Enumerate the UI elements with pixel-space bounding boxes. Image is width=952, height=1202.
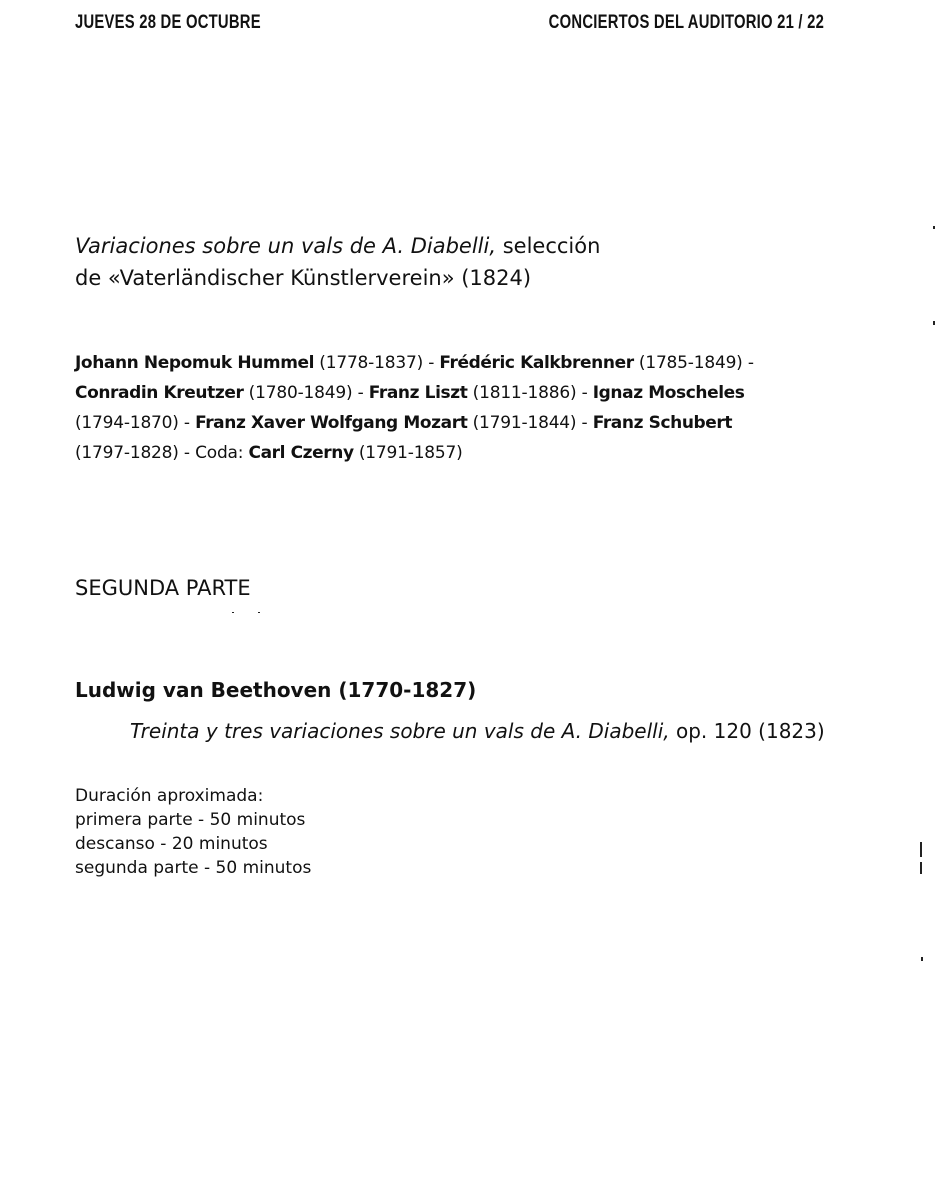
- work-title-rest: selección: [496, 234, 601, 258]
- composer-list: [75, 348, 835, 468]
- composer-name: Johann Nepomuk Hummel: [75, 353, 315, 373]
- scan-mark: [933, 321, 935, 325]
- composer-name: Franz Liszt: [368, 383, 468, 403]
- composer-dates: (1797-1828) -: [75, 443, 196, 463]
- header-date: JUEVES 28 DE OCTUBRE: [75, 12, 261, 33]
- scan-mark: [258, 612, 260, 613]
- composer-name: Franz Xaver Wolfgang Mozart: [195, 413, 468, 433]
- composer-dates: (1780-1849) -: [243, 383, 369, 403]
- work-title-line2: de «Vaterländischer Künstlerverein» (1824): [75, 266, 532, 290]
- scan-mark: [920, 842, 922, 857]
- coda-composer-dates: (1791-1857): [353, 443, 463, 463]
- work-title-italic: Variaciones sobre un vals de A. Diabelli,: [75, 234, 497, 258]
- composer-name: Conradin Kreutzer: [75, 383, 244, 403]
- coda-composer-name: Carl Czerny: [248, 443, 354, 463]
- composer-name: Ignaz Moscheles: [592, 383, 745, 403]
- composer-dates: (1778-1837) -: [314, 353, 440, 373]
- scan-mark: [232, 612, 234, 613]
- duration-line: segunda parte - 50 minutos: [75, 858, 312, 878]
- work-title: [75, 230, 715, 294]
- composer-dates: (1791-1844) -: [467, 413, 593, 433]
- duration-line: primera parte - 50 minutos: [75, 810, 306, 830]
- composer-name: Franz Schubert: [592, 413, 733, 433]
- scan-mark: [921, 957, 923, 961]
- coda-label: Coda:: [195, 443, 249, 463]
- scan-mark: [920, 862, 922, 874]
- composer-dates: (1811-1886) -: [467, 383, 593, 403]
- main-work-rest: op. 120 (1823): [669, 719, 825, 743]
- duration-line: descanso - 20 minutos: [75, 834, 268, 854]
- main-work-italic: Treinta y tres variaciones sobre un vals de A. Diabelli,: [130, 719, 670, 743]
- composer-dates: (1785-1849) -: [633, 353, 754, 373]
- composer-dates: (1794-1870) -: [75, 413, 196, 433]
- main-work: [130, 716, 825, 746]
- main-composer: Ludwig van Beethoven (1770-1827): [75, 678, 477, 702]
- scan-mark: [933, 226, 935, 229]
- section-title: SEGUNDA PARTE: [75, 576, 251, 600]
- composer-name: Frédéric Kalkbrenner: [439, 353, 634, 373]
- header-series: CONCIERTOS DEL AUDITORIO 21 / 22: [548, 12, 824, 33]
- duration-block: [75, 784, 311, 880]
- duration-label: Duración aproximada:: [75, 786, 264, 806]
